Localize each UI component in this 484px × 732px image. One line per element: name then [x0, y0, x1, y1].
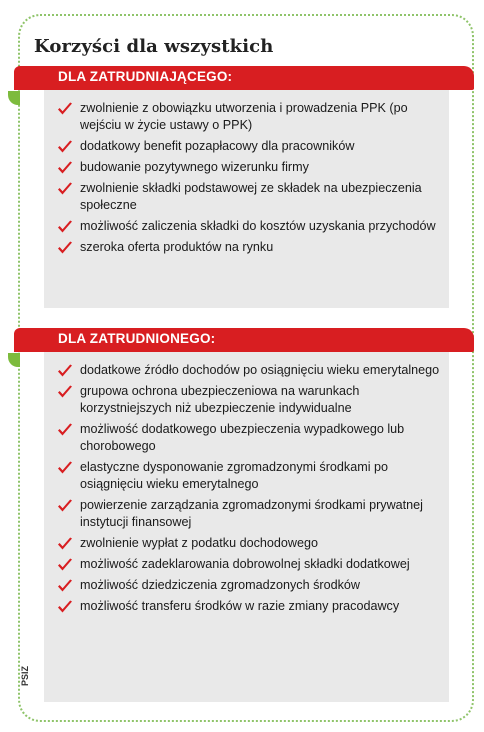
list-item: [46, 159, 446, 176]
list-item: [46, 239, 446, 256]
checkmark-icon: [56, 160, 74, 176]
list-item: [46, 459, 446, 493]
section-employer-band: [14, 66, 474, 90]
list-item-text: powierzenie zarządzania zgromadzonymi środkami prywatnej instytucji finansowej: [80, 498, 423, 529]
list-item: [46, 497, 446, 531]
list-item-text: szeroka oferta produktów na rynku: [80, 240, 274, 254]
section-employer-tab: [8, 91, 20, 105]
list-item: [46, 383, 446, 417]
list-item-text: możliwość dziedziczenia zgromadzonych środków: [80, 578, 360, 592]
list-item-text: elastyczne dysponowanie zgromadzonymi środkami po osiągnięciu wieku emerytalnego: [80, 460, 388, 491]
checkmark-icon: [56, 557, 74, 573]
list-item-text: grupowa ochrona ubezpieczeniowa na warunkach korzystniejszych niż ubezpieczenie indywidualne: [80, 384, 360, 415]
checkmark-icon: [56, 536, 74, 552]
section-employee-tab: [8, 353, 20, 367]
list-item-text: zwolnienie wypłat z podatku dochodowego: [80, 536, 319, 550]
list-item-text: zwolnienie z obowiązku utworzenia i prowadzenia PPK (po wejściu w życie ustawy o PPK): [80, 101, 408, 132]
list-item: [46, 362, 446, 379]
list-item: [46, 535, 446, 552]
checkmark-icon: [56, 181, 74, 197]
list-item: [46, 598, 446, 615]
list-item-text: możliwość transferu środków w razie zmiany pracodawcy: [80, 599, 400, 613]
credit-label: PSIZ: [20, 665, 30, 686]
section-employer-label: DLA ZATRUDNIAJĄCEGO:: [58, 69, 233, 84]
checkmark-icon: [56, 139, 74, 155]
checkmark-icon: [56, 219, 74, 235]
page-title: Korzyści dla wszystkich: [34, 36, 274, 57]
list-item: [46, 100, 446, 134]
checkmark-icon: [56, 363, 74, 379]
list-item: [46, 218, 446, 235]
list-item: [46, 421, 446, 455]
checkmark-icon: [56, 498, 74, 514]
list-item-text: możliwość zadeklarowania dobrowolnej składki dodatkowej: [80, 557, 410, 571]
list-item-text: dodatkowe źródło dochodów po osiągnięciu wieku emerytalnego: [80, 363, 440, 377]
checkmark-icon: [56, 384, 74, 400]
list-item-text: budowanie pozytywnego wizerunku firmy: [80, 160, 309, 174]
list-item-text: dodatkowy benefit pozapłacowy dla pracowników: [80, 139, 355, 153]
employee-benefits-list: [46, 362, 446, 615]
list-item-text: zwolnienie składki podstawowej ze składek na ubezpieczenia społeczne: [80, 181, 422, 212]
checkmark-icon: [56, 578, 74, 594]
list-item-text: możliwość zaliczenia składki do kosztów uzyskania przychodów: [80, 219, 436, 233]
list-item: [46, 556, 446, 573]
list-item: [46, 138, 446, 155]
checkmark-icon: [56, 101, 74, 117]
checkmark-icon: [56, 240, 74, 256]
section-employee-band: [14, 328, 474, 352]
list-item-text: możliwość dodatkowego ubezpieczenia wypadkowego lub chorobowego: [80, 422, 405, 453]
checkmark-icon: [56, 422, 74, 438]
checkmark-icon: [56, 460, 74, 476]
employer-benefits-list: [46, 100, 446, 256]
checkmark-icon: [56, 599, 74, 615]
list-item: [46, 577, 446, 594]
section-employee-label: DLA ZATRUDNIONEGO:: [58, 331, 216, 346]
list-item: [46, 180, 446, 214]
